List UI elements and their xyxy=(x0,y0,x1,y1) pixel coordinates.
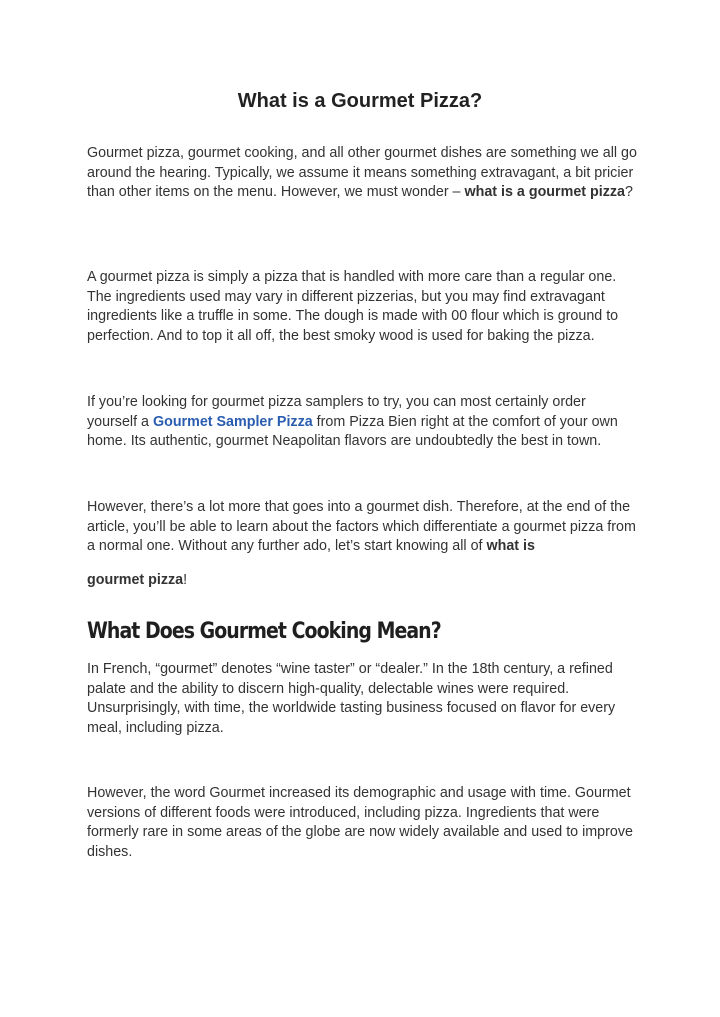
paragraph-transition-end: ! xyxy=(183,572,188,588)
paragraph-intro-bold: what is a gourmet pizza xyxy=(464,184,625,200)
paragraph-intro-text: Gourmet pizza, gourmet cooking, and all other gourmet dishes are something we all go around the hearing. Typically, we assume it means something extravagant, a bit pricier than other items on the menu. However, we must wonder – xyxy=(87,145,637,200)
gourmet-sampler-pizza-link[interactable]: Gourmet Sampler Pizza xyxy=(152,413,313,430)
section-heading: What Does Gourmet Cooking Mean? xyxy=(87,619,441,644)
paragraph-transition-bold-2: gourmet pizza xyxy=(87,572,184,588)
paragraph-intro xyxy=(87,144,639,203)
paragraph-french-origin: In French, “gourmet” denotes “wine taster” or “dealer.” In the 18th century, a refined palate and the ability to discern high-quality, delectable wines were required. Unsurprisingly, with time, the worldwide tasting business focused on flavor for every meal, including pizza. xyxy=(87,661,616,736)
paragraph-sampler-before: If you’re looking for gourmet pizza samplers to try, you can most certainly order yourself a xyxy=(87,394,586,430)
paragraph-sampler-after: from Pizza Bien right at the comfort of your own home. Its authentic, gourmet Neapolitan flavors are undoubtedly the best in town. xyxy=(87,413,618,449)
page-title: What is a Gourmet Pizza? xyxy=(237,90,483,112)
paragraph-intro-end: ? xyxy=(624,184,633,200)
paragraph-word-usage: However, the word Gourmet increased its demographic and usage with time. Gourmet versions of different foods were introduced, including pizza. Ingredients that were formerly rare in some areas of the globe are now widely available and used to improve dishes. xyxy=(87,785,633,860)
paragraph-transition xyxy=(87,498,639,557)
paragraph-transition-bold: what is xyxy=(486,538,535,554)
paragraph-transition-continued xyxy=(87,571,187,591)
paragraph-sampler xyxy=(87,393,639,452)
paragraph-transition-text: However, there’s a lot more that goes into a gourmet dish. Therefore, at the end of the article, you’ll be able to learn about the factors which differentiate a gourmet pizza from a normal one. Without any further ado, let’s start knowing all of xyxy=(87,499,636,554)
paragraph-definition: A gourmet pizza is simply a pizza that is handled with more care than a regular one. The ingredients used may vary in different pizzerias, but you may find extravagant ingredients like a truffle in some. The dough is made with 00 flour which is ground to perfection. And to top it all off, the best smoky wood is used for baking the pizza. xyxy=(87,269,619,344)
